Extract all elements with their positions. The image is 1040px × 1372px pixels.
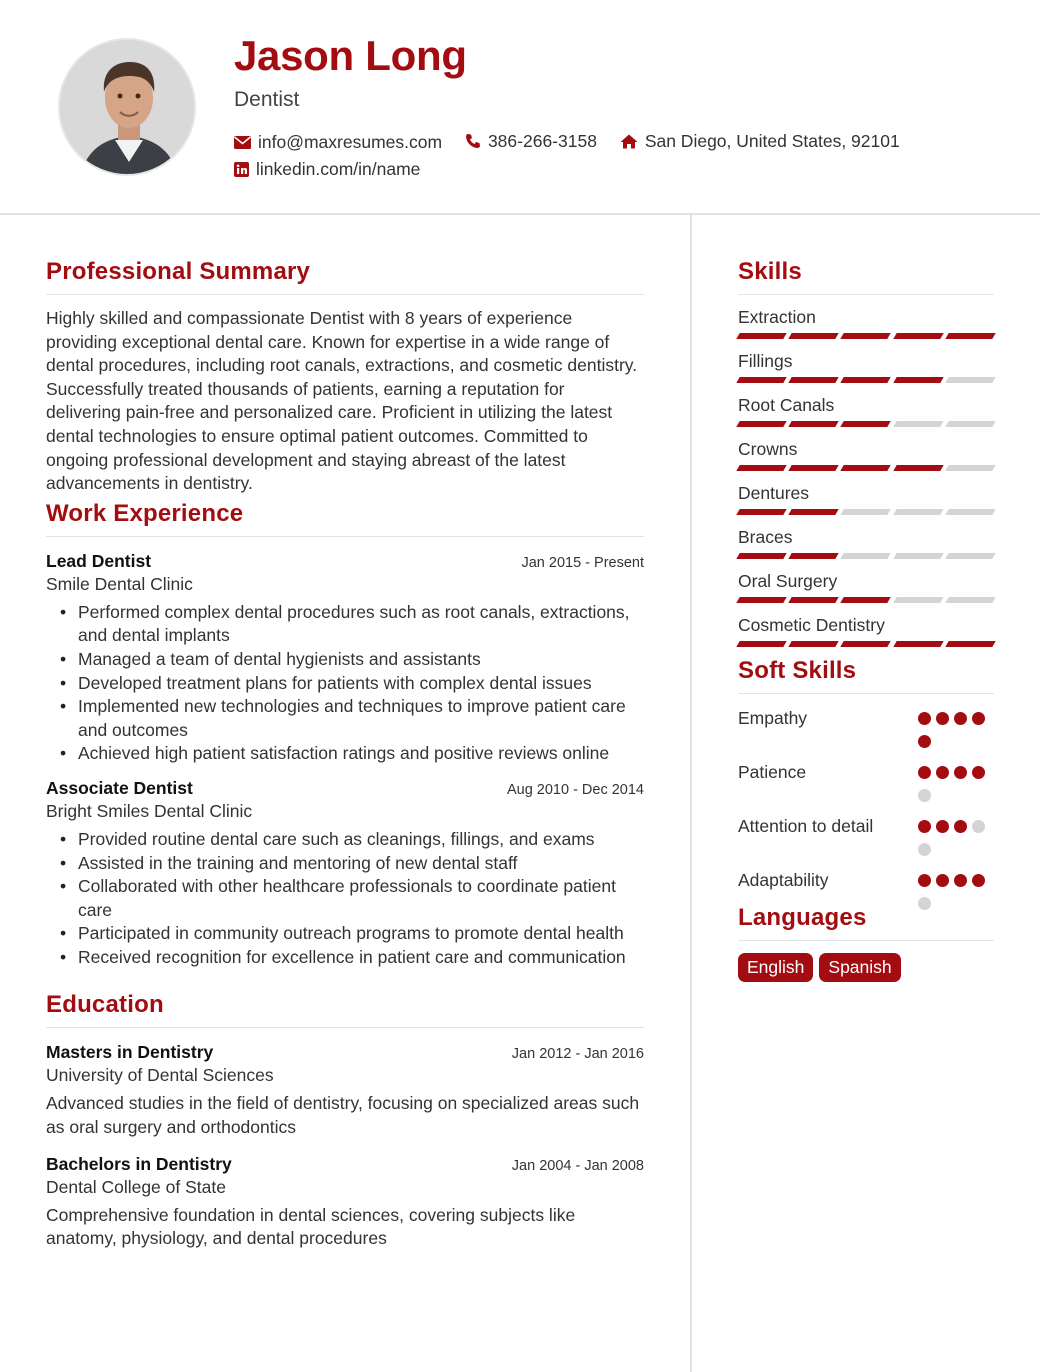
degree-title: Masters in Dentistry [46, 1042, 214, 1063]
job-bullets [60, 601, 644, 766]
skill-level-segment [893, 421, 944, 427]
bullet-item: • Provided routine dental care such as cleanings, fillings, and exams [60, 828, 644, 852]
bullet-item: • Managed a team of dental hygienists and assistants [60, 648, 644, 672]
skill-name: Root Canals [738, 395, 835, 415]
linkedin-text: linkedin.com/in/name [256, 158, 421, 179]
rating-dot [918, 766, 931, 779]
rating-dot [954, 874, 967, 887]
job-item [46, 551, 644, 766]
soft-skill-name: Patience [738, 762, 807, 782]
skill-level-segment [893, 333, 944, 339]
location-contact [620, 131, 900, 153]
soft-skill-item [738, 760, 994, 808]
rating-dot [972, 712, 985, 725]
skill-level-segment [736, 421, 787, 427]
linkedin-icon [234, 162, 249, 177]
skill-level-segment [788, 421, 839, 427]
skill-level-segment [736, 509, 787, 515]
job-title: Associate Dentist [46, 777, 193, 798]
rating-dot [918, 897, 931, 910]
experience-title: Work Experience [46, 500, 644, 537]
job-bullets [60, 828, 644, 970]
soft-skill-item [738, 814, 994, 862]
phone-icon [465, 133, 481, 149]
skill-level-segment [945, 333, 996, 339]
candidate-role: Dentist [234, 88, 300, 111]
language-tag: English [738, 953, 813, 982]
phone-contact[interactable] [465, 130, 597, 152]
rating-dot [936, 874, 949, 887]
language-list [738, 953, 994, 982]
phone-text: 386-266-3158 [487, 130, 597, 151]
education-date: Jan 2004 - Jan 2008 [511, 1157, 644, 1174]
education-date: Jan 2012 - Jan 2016 [511, 1046, 644, 1063]
skill-level-segment [841, 333, 892, 339]
school-name: University of Dental Sciences [46, 1065, 274, 1086]
rating-dot [918, 789, 931, 802]
profile-photo [60, 40, 196, 176]
job-title: Lead Dentist [46, 550, 152, 571]
rating-dot [918, 874, 931, 887]
skill-name: Cosmetic Dentistry [738, 615, 885, 635]
education-item [46, 1154, 644, 1251]
language-tag: Spanish [819, 953, 900, 982]
rating-dot [954, 712, 967, 725]
soft-skills-title: Soft Skills [738, 657, 994, 694]
rating-dot [918, 820, 931, 833]
skill-level-segment [788, 597, 839, 603]
rating-dot [972, 874, 985, 887]
home-icon [620, 134, 638, 149]
email-contact[interactable] [234, 132, 442, 154]
skill-item [738, 439, 994, 471]
skill-level-segment [788, 377, 839, 383]
skill-level-bar [738, 421, 994, 427]
envelope-icon [234, 136, 251, 149]
rating-dot [972, 820, 985, 833]
rating-dot [936, 712, 949, 725]
skill-level-segment [841, 553, 892, 559]
bullet-item: • Performed complex dental procedures such as root canals, extractions, and dental implants [60, 601, 644, 648]
summary-section [46, 258, 644, 496]
school-name: Dental College of State [46, 1176, 226, 1197]
rating-dot [972, 766, 985, 779]
skill-level-segment [945, 465, 996, 471]
education-section [46, 991, 644, 1250]
candidate-name: Jason Long [234, 32, 467, 79]
soft-skill-rating [918, 760, 994, 808]
skill-level-segment [893, 553, 944, 559]
job-organization: Bright Smiles Dental Clinic [46, 800, 253, 821]
skill-level-segment [841, 641, 892, 647]
skill-level-bar [738, 465, 994, 471]
skill-level-segment [788, 509, 839, 515]
skill-level-segment [841, 465, 892, 471]
skills-list [738, 307, 994, 647]
email-text: info@maxresumes.com [258, 132, 443, 152]
bullet-item: • Developed treatment plans for patients with complex dental issues [60, 672, 644, 696]
skill-level-segment [788, 641, 839, 647]
soft-skills-section [738, 657, 994, 916]
skill-level-bar [738, 377, 994, 383]
soft-skill-name: Adaptability [738, 870, 829, 890]
job-date: Jan 2015 - Present [521, 554, 644, 571]
skill-level-segment [945, 641, 996, 647]
skill-level-segment [788, 333, 839, 339]
skill-level-segment [841, 509, 892, 515]
job-date: Aug 2010 - Dec 2014 [506, 781, 644, 798]
skill-level-segment [893, 465, 944, 471]
experience-section [46, 500, 644, 970]
education-title: Education [46, 991, 644, 1028]
skill-level-segment [945, 421, 996, 427]
rating-dot [936, 766, 949, 779]
right-column [738, 258, 994, 982]
rating-dot [954, 820, 967, 833]
degree-title: Bachelors in Dentistry [46, 1153, 232, 1174]
soft-skill-rating [918, 814, 994, 862]
skill-level-bar [738, 641, 994, 647]
soft-skill-name: Empathy [738, 708, 808, 728]
skill-name: Dentures [738, 483, 810, 503]
bullet-item: • Implemented new technologies and techniques to improve patient care and outcomes [60, 695, 644, 742]
contact-info [234, 130, 994, 182]
skill-level-bar [738, 509, 994, 515]
skill-name: Braces [738, 527, 793, 547]
skill-name: Crowns [738, 439, 798, 459]
column-divider [690, 215, 692, 1372]
education-description: Comprehensive foundation in dental sciences, covering subjects like anatomy, physiology, and dental procedures [46, 1204, 576, 1249]
skill-item [738, 527, 994, 559]
skill-level-segment [736, 641, 787, 647]
skill-item [738, 483, 994, 515]
skill-item [738, 351, 994, 383]
soft-skill-rating [918, 868, 994, 916]
education-item [46, 1042, 644, 1139]
bullet-item: • Participated in community outreach programs to promote dental health [60, 922, 644, 946]
bullet-item: • Assisted in the training and mentoring of new dental staff [60, 852, 644, 876]
bullet-item: • Collaborated with other healthcare professionals to coordinate patient care [60, 875, 644, 922]
skill-level-segment [841, 377, 892, 383]
skill-level-bar [738, 553, 994, 559]
skill-level-segment [893, 377, 944, 383]
skill-level-segment [736, 377, 787, 383]
soft-skill-item [738, 706, 994, 754]
skill-level-segment [788, 465, 839, 471]
avatar [58, 38, 196, 176]
skill-level-bar [738, 333, 994, 339]
rating-dot [918, 712, 931, 725]
skill-item [738, 395, 994, 427]
skill-level-segment [736, 553, 787, 559]
summary-title: Professional Summary [46, 258, 644, 295]
skills-title: Skills [738, 258, 994, 295]
summary-text: Highly skilled and compassionate Dentist with 8 years of experience providing exceptional dental care. Known for expertise in a wide range of dental procedures, including root canals, extractions, and cosmetic dentistry. Successfully treated thousands of patients, earning a reputation for delivering pain-free and personalized care. Proficient in utilizing the latest dental technologies to ensure optimal patient outcomes. Committed to ongoing professional development and staying abreast of the latest advancements in dentistry. [46, 308, 638, 494]
skill-level-segment [893, 509, 944, 515]
skill-level-segment [736, 597, 787, 603]
skill-item [738, 307, 994, 339]
skill-level-bar [738, 597, 994, 603]
skill-level-segment [945, 377, 996, 383]
soft-skills-list [738, 706, 994, 916]
languages-title: Languages [738, 904, 994, 941]
skill-level-segment [945, 553, 996, 559]
soft-skill-name: Attention to detail [738, 816, 874, 836]
linkedin-contact[interactable] [234, 158, 420, 180]
location-text: San Diego, United States, 92101 [644, 131, 900, 151]
skill-level-segment [945, 509, 996, 515]
skills-section [738, 258, 994, 647]
bullet-item: • Achieved high patient satisfaction ratings and positive reviews online [60, 742, 644, 766]
education-description: Advanced studies in the field of dentistry, focusing on specialized areas such as oral surgery and orthodontics [46, 1093, 640, 1138]
rating-dot [936, 820, 949, 833]
skill-level-segment [841, 421, 892, 427]
resume-header [0, 0, 1040, 215]
rating-dot [918, 843, 931, 856]
skill-name: Fillings [738, 351, 793, 371]
skill-level-segment [945, 597, 996, 603]
skill-level-segment [893, 641, 944, 647]
job-item [46, 778, 644, 970]
skill-name: Oral Surgery [738, 571, 838, 591]
left-column [46, 258, 644, 1265]
skill-level-segment [736, 465, 787, 471]
skill-name: Extraction [738, 307, 816, 327]
skill-level-segment [841, 597, 892, 603]
skill-level-segment [893, 597, 944, 603]
skill-level-segment [788, 553, 839, 559]
rating-dot [954, 766, 967, 779]
bullet-item: • Received recognition for excellence in patient care and communication [60, 946, 644, 970]
skill-item [738, 615, 994, 647]
job-organization: Smile Dental Clinic [46, 573, 193, 594]
soft-skill-rating [918, 706, 994, 754]
rating-dot [918, 735, 931, 748]
skill-item [738, 571, 994, 603]
skill-level-segment [736, 333, 787, 339]
